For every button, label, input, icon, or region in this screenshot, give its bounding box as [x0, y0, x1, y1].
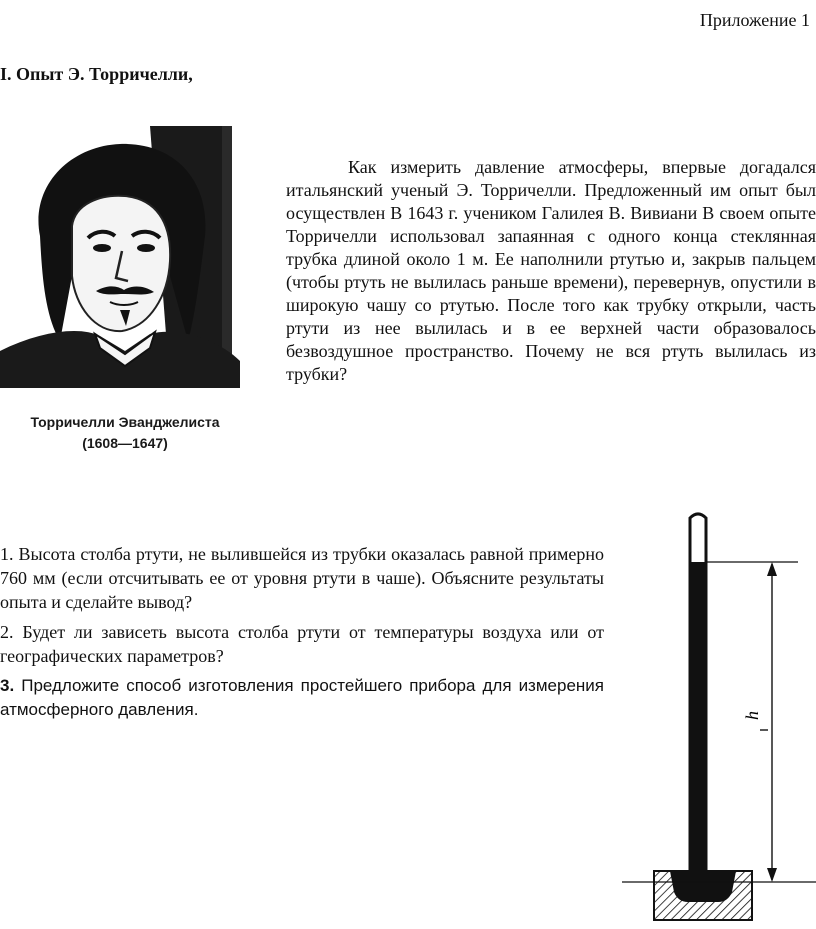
question-item [0, 620, 604, 668]
question-number: 1. [0, 544, 14, 564]
question-text: Высота столба ртути, не вылившейся из трубки оказалась равной примерно 760 мм (если отсчитывать ее от уровня ртути в чаше). Объясните результаты опыта и сделайте вывод? [0, 544, 604, 612]
intro-paragraph: Как измерить давление атмосферы, впервые догадался итальянский ученый Э. Торричелли. Предложенный им опыт был осуществлен В 1643 г. учеником Галилея В. Вивиани В своем опыте Торричелли использовал запаянная с одного конца стеклянная трубка длиной около 1 м. Ее наполнили ртутью и, закрыв пальцем (чтобы ртуть не вылилась раньше времени), перевернув, опустили в широкую чашу со ртутью. После того как трубку открыли, часть ртути из нее вылилась и в ее верхней части образовалось безвоздушное пространство. Почему не вся ртуть вылилась из трубки? [286, 157, 816, 384]
question-number: 3. [0, 676, 15, 695]
appendix-label: Приложение 1 [699, 10, 810, 30]
height-label: h [742, 711, 762, 720]
mercury-column [690, 562, 706, 884]
portrait-caption [0, 412, 250, 454]
question-number: 2. [0, 622, 14, 642]
question-text: Будет ли зависеть высота столба ртути от температуры воздуха или от географических параметров? [0, 622, 604, 666]
portrait-caption-years: (1608—1647) [82, 435, 168, 451]
portrait-caption-name: Торричелли Эванджелиста [30, 414, 220, 430]
torricelli-portrait [0, 126, 240, 396]
section-heading: I. Опыт Э. Торричелли, [0, 64, 193, 84]
question-item [0, 674, 604, 722]
question-list [0, 542, 604, 728]
torricelli-tube-diagram [622, 510, 816, 929]
question-item [0, 542, 604, 614]
question-text: Предложите способ изготовления простейшего прибора для измерения атмосферного давления. [0, 676, 604, 719]
